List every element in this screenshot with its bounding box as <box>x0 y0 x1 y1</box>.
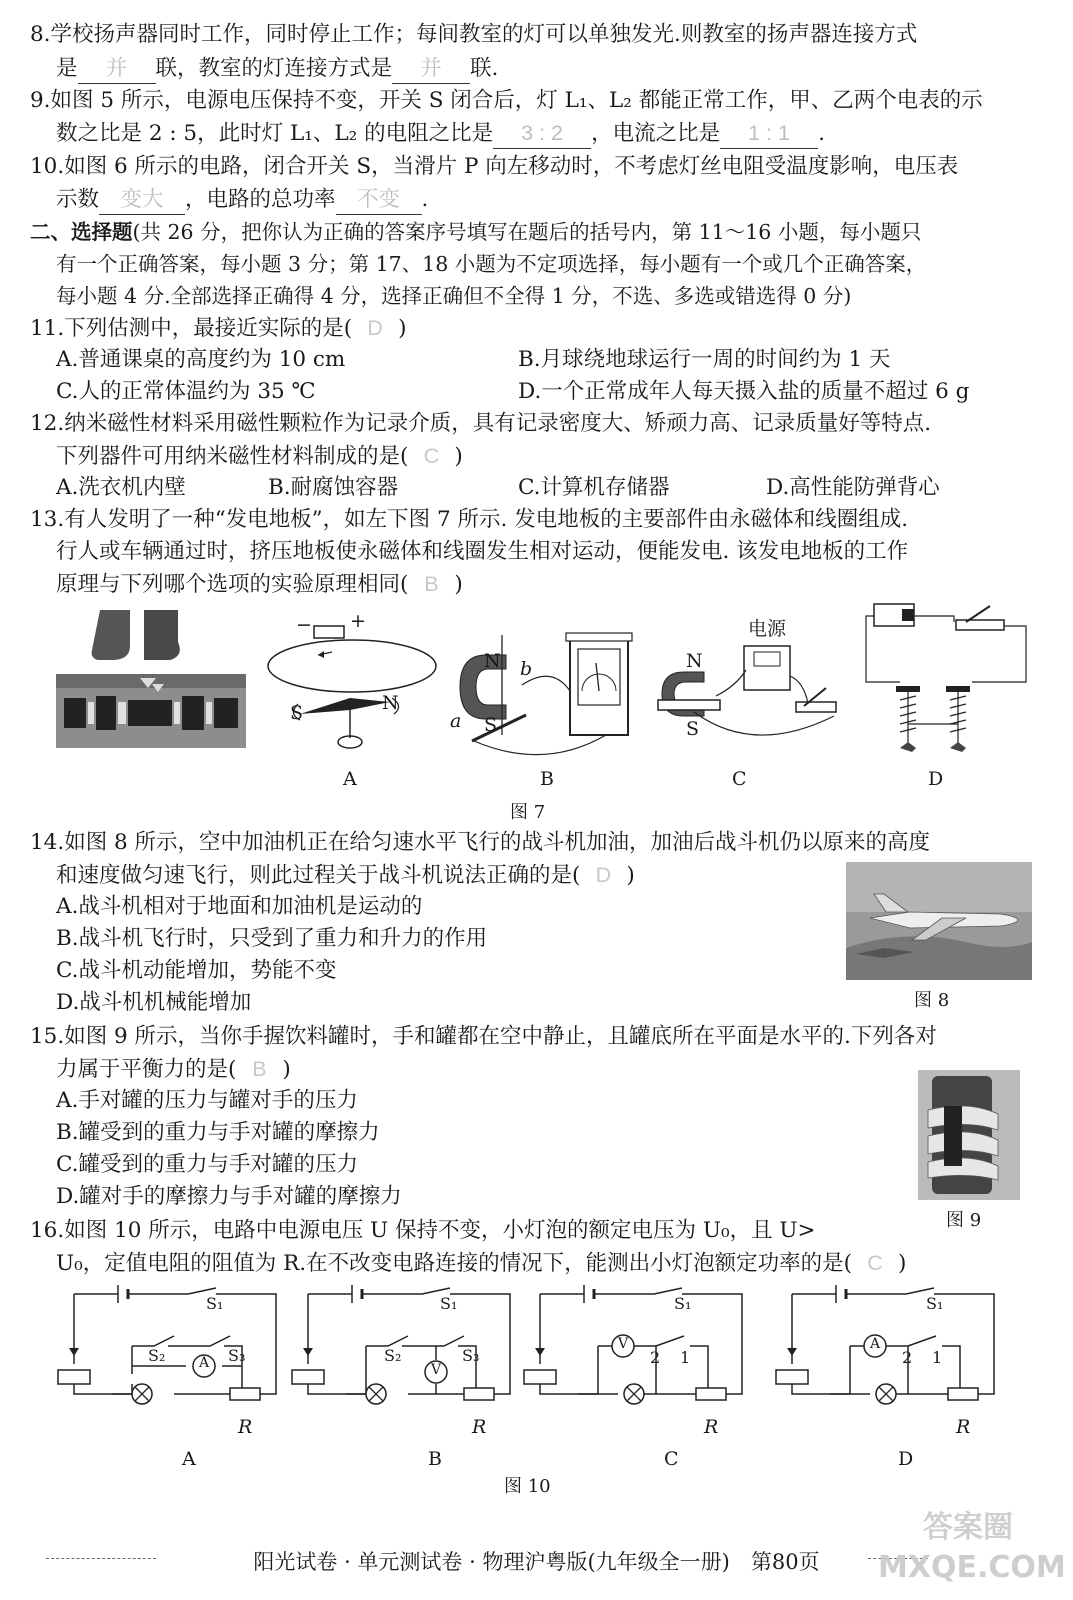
q12-line1: 12.纳米磁性材料采用磁性颗粒作为记录介质，具有记录密度大、矫顽力高、记录质量好等特点. <box>30 411 932 436</box>
q15-option-c: C.罐受到的重力与手对罐的压力 <box>56 1152 359 1177</box>
page-footer: 阳光试卷 · 单元测试卷 · 物理沪粤版(九年级全一册) 第80页 <box>253 1550 820 1574</box>
figure10b-s1-label: S₁ <box>440 1294 458 1313</box>
figure8-caption: 图 8 <box>914 990 950 1011</box>
figure10-circuit-c <box>522 1284 747 1424</box>
q10-answer1: 变大 <box>99 184 185 215</box>
figure10-circuit-a <box>56 1284 281 1424</box>
q10-line1: 10.如图 6 所示的电路，闭合开关 S，当滑片 P 向左移动时，不考虑灯丝电阻受温度影响，电压表 <box>30 154 959 179</box>
figure10a-s3-label: S₃ <box>228 1346 246 1365</box>
figure7a-n-label: N <box>382 692 399 714</box>
figure10-label-b: B <box>428 1448 442 1470</box>
figure10-label-d: D <box>898 1448 914 1470</box>
figure10d-s1-label: S₁ <box>926 1294 944 1313</box>
q15-line2: 力属于平衡力的是( B ) <box>56 1054 1043 1085</box>
figure7-label-b: B <box>540 768 554 790</box>
figure7-option-b-diagram <box>446 625 646 760</box>
figure7c-power-label: 电源 <box>748 618 787 640</box>
q15-option-a: A.手对罐的压力与罐对手的压力 <box>56 1088 358 1113</box>
figure7b-s-label: S <box>484 714 498 736</box>
q8-answer1: 并 <box>78 53 156 84</box>
section2-line1: 二、选择题(共 26 分，把你认为正确的答案序号填写在题后的括号内，第 11～16 小题，每小题只 <box>30 220 922 244</box>
q16-answer: C <box>867 1251 883 1275</box>
figure7a-s-label: S <box>290 702 304 724</box>
q9-line1: 9.如图 5 所示，电源电压保持不变，开关 S 闭合后，灯 L₁、L₂ 都能正常工作，甲、乙两个电表的示 <box>30 88 983 113</box>
q15-line1: 15.如图 9 所示，当你手握饮料罐时，手和罐都在空中静止，且罐底所在平面是水平的.下列各对 <box>30 1024 937 1049</box>
figure7-caption: 图 7 <box>510 802 546 823</box>
q16-line1: 16.如图 10 所示，电路中电源电压 U 保持不变，小灯泡的额定电压为 U₀，且 U> <box>30 1218 816 1243</box>
figure10d-contact-2: 2 <box>902 1348 913 1367</box>
q14-answer: D <box>595 863 612 887</box>
q11-option-b: B.月球绕地球运行一周的时间约为 1 天 <box>518 347 891 372</box>
figure10c-voltmeter-label: V <box>618 1336 629 1352</box>
figure7a-plus-label: + <box>350 610 366 632</box>
figure10b-r-label: R <box>472 1416 487 1438</box>
q8-line1: 8.学校扬声器同时工作，同时停止工作；每间教室的灯可以单独发光.则教室的扬声器连接方式 <box>30 22 918 47</box>
section2-line2: 有一个正确答案，每小题 3 分；第 17、18 小题为不定项选择，每小题有一个或几个正确答案， <box>56 252 927 276</box>
figure10d-contact-1: 1 <box>932 1348 943 1367</box>
q16-line2: U₀，定值电阻的阻值为 R.在不改变电路连接的情况下，能测出小灯泡额定功率的是( C ) <box>56 1248 1043 1279</box>
q15-option-b: B.罐受到的重力与手对罐的摩擦力 <box>56 1120 380 1145</box>
figure8-refueling-aircraft-image <box>846 862 1032 980</box>
q8-answer2: 并 <box>392 53 470 84</box>
q13-line2: 行人或车辆通过时，挤压地板使永磁体和线圈发生相对运动，便能发电. 该发电地板的工作 <box>56 539 909 564</box>
figure10b-s3-label: S₃ <box>462 1346 480 1365</box>
figure7-option-c-diagram <box>654 640 844 750</box>
q12-option-d: D.高性能防弹背心 <box>766 475 940 500</box>
figure10-label-c: C <box>664 1448 679 1470</box>
q9-answer1: 3 : 2 <box>493 118 591 149</box>
figure10c-contact-1: 1 <box>680 1348 691 1367</box>
q11-stem: 11.下列估测中，最接近实际的是( D ) <box>30 313 1043 344</box>
figure10a-s2-label: S₂ <box>148 1346 166 1365</box>
figure10c-contact-2: 2 <box>650 1348 661 1367</box>
figure7-label-a: A <box>343 768 357 790</box>
q14-option-d: D.战斗机机械能增加 <box>56 990 252 1015</box>
figure10d-r-label: R <box>956 1416 971 1438</box>
q14-option-b: B.战斗机飞行时，只受到了重力和升力的作用 <box>56 926 488 951</box>
section2-title: 二、选择题 <box>30 220 133 244</box>
q11-answer: D <box>367 316 383 340</box>
q14-line1: 14.如图 8 所示，空中加油机正在给匀速水平飞行的战斗机加油，加油后战斗机仍以原来的高度 <box>30 830 931 855</box>
q15-answer: B <box>252 1057 267 1081</box>
q12-answer: C <box>423 444 440 468</box>
figure10-circuit-d <box>774 1284 999 1424</box>
q10-line2: 示数 变大 ，电路的总功率 不变 . <box>56 184 1043 215</box>
q8-line2: 是 并 联，教室的灯连接方式是 并 联. <box>56 53 1043 84</box>
q11-option-d: D.一个正常成年人每天摄入盐的质量不超过 6 g <box>518 379 970 404</box>
q15-option-d: D.罐对手的摩擦力与手对罐的摩擦力 <box>56 1184 402 1209</box>
figure10-circuit-b <box>290 1284 515 1424</box>
figure7-power-floor-image <box>56 608 246 748</box>
figure10b-s2-label: S₂ <box>384 1346 402 1365</box>
q10-answer2: 不变 <box>336 184 422 215</box>
q13-line1: 13.有人发明了一种“发电地板”，如左下图 7 所示. 发电地板的主要部件由永磁体和线圈组成. <box>30 507 909 532</box>
figure10d-ammeter-label: A <box>870 1336 881 1352</box>
q12-option-b: B.耐腐蚀容器 <box>268 475 399 500</box>
q9-answer2: 1 : 1 <box>720 118 818 149</box>
figure7-label-c: C <box>732 768 747 790</box>
figure10a-ammeter-label: A <box>199 1355 210 1371</box>
figure9-hand-can-image <box>918 1070 1020 1200</box>
q12-option-a: A.洗衣机内壁 <box>56 475 186 500</box>
q14-option-c: C.战斗机动能增加，势能不变 <box>56 958 337 983</box>
figure10a-s1-label: S₁ <box>206 1294 224 1313</box>
figure7-option-a-diagram <box>262 620 442 760</box>
figure10b-voltmeter-label: V <box>431 1362 442 1378</box>
q12-option-c: C.计算机存储器 <box>518 475 670 500</box>
figure10a-r-label: R <box>238 1416 253 1438</box>
figure7b-a-label: a <box>450 710 462 732</box>
figure7b-b-label: b <box>520 658 533 680</box>
figure10-caption: 图 10 <box>504 1476 551 1497</box>
figure7c-n-label: N <box>686 650 703 672</box>
q14-line2: 和速度做匀速飞行，则此过程关于战斗机说法正确的是( D ) <box>56 860 1043 891</box>
q11-option-a: A.普通课桌的高度约为 10 cm <box>56 347 346 372</box>
q9-line2: 数之比是 2 : 5，此时灯 L₁、L₂ 的电阻之比是 3 : 2 ，电流之比是 1 : 1 . <box>56 118 1043 149</box>
figure7-option-d-diagram <box>862 600 1037 760</box>
figure7-label-d: D <box>928 768 944 790</box>
watermark-logo: 答案圈 MXQE.COM <box>878 1510 1066 1585</box>
q12-line2: 下列器件可用纳米磁性材料制成的是( C ) <box>56 441 1043 472</box>
figure9-caption: 图 9 <box>946 1210 982 1231</box>
figure10-label-a: A <box>182 1448 196 1470</box>
figure10c-r-label: R <box>704 1416 719 1438</box>
figure7b-n-label: N <box>484 650 501 672</box>
figure7c-s-label: S <box>686 718 700 740</box>
q14-option-a: A.战斗机相对于地面和加油机是运动的 <box>56 894 423 919</box>
q11-option-c: C.人的正常体温约为 35 ℃ <box>56 379 316 404</box>
section2-line3: 每小题 4 分.全部选择正确得 4 分，选择正确但不全得 1 分，不选、多选或错选得 0 分) <box>56 284 852 308</box>
q13-line3: 原理与下列哪个选项的实验原理相同( B ) <box>56 569 1043 600</box>
figure7a-minus-label: − <box>296 614 312 636</box>
q13-answer: B <box>424 572 439 596</box>
figure10c-s1-label: S₁ <box>674 1294 692 1313</box>
